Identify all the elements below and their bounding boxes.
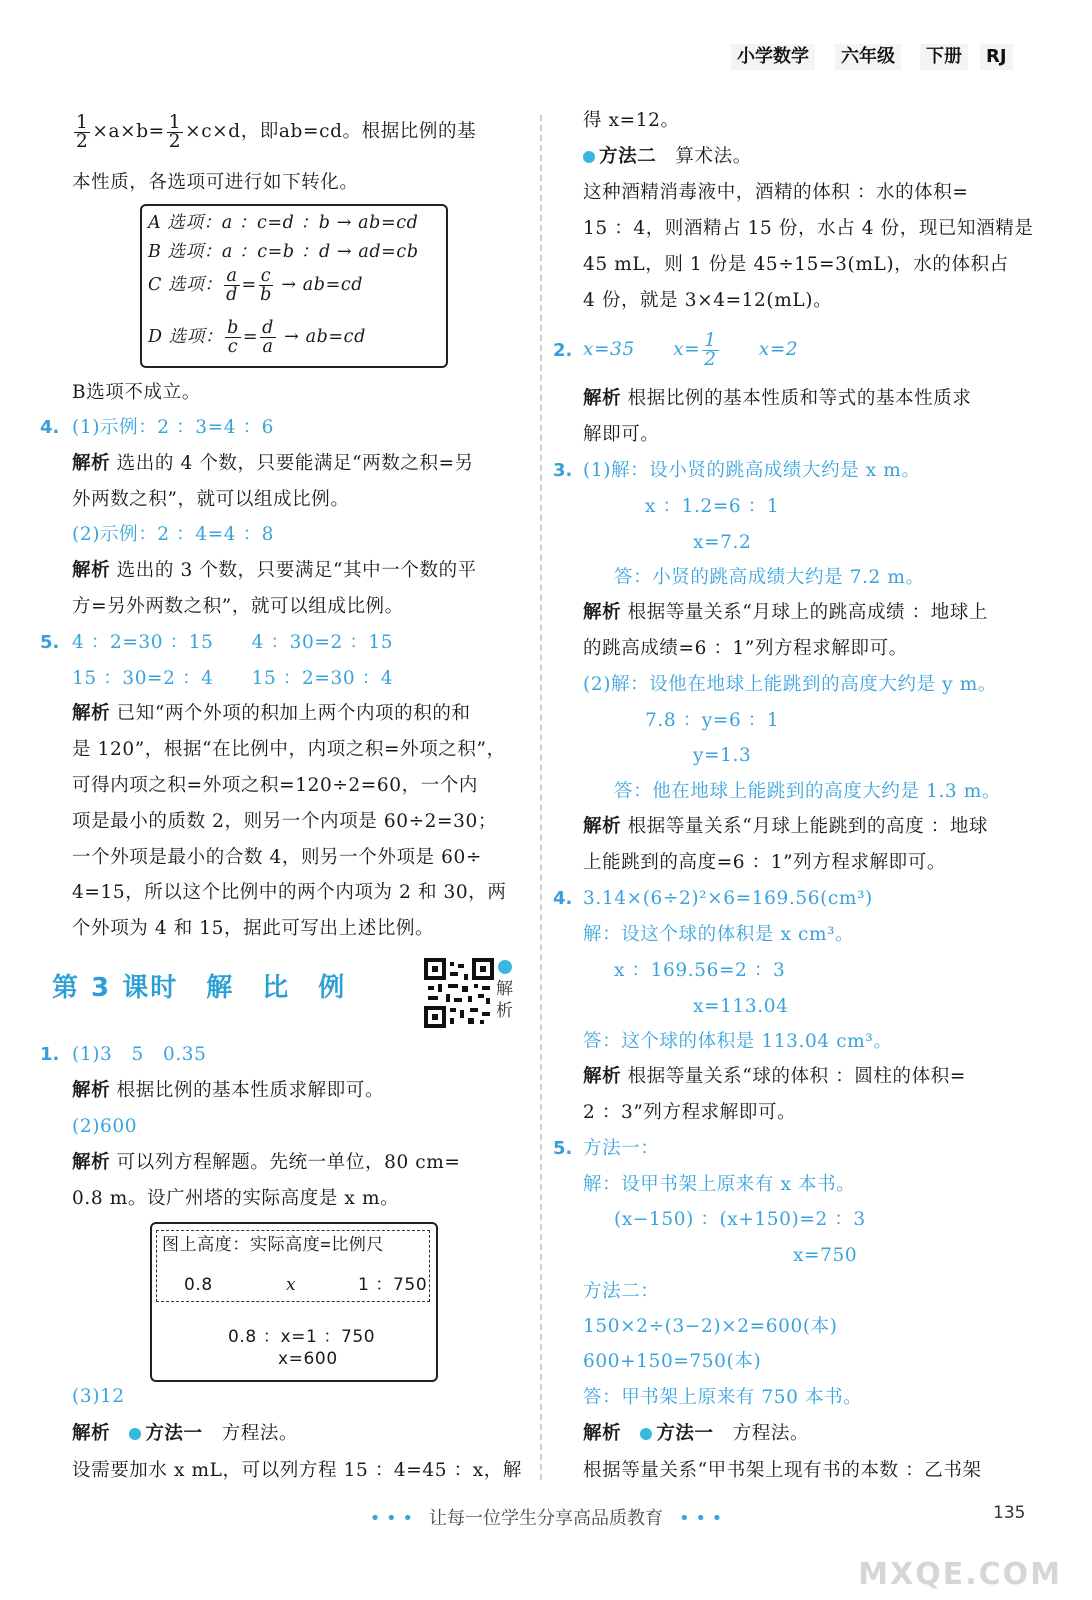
right-line-24: 2 ：3”列方程求解即可。	[583, 1102, 797, 1123]
r-q3-line-5: (2)解：设他在地球上能跳到的高度大约是 y m。	[583, 674, 997, 695]
bulb-icon	[129, 1428, 141, 1440]
right-method-2: 方法二 算术法。	[583, 144, 752, 170]
left-line-7: 方=另外两数之积”，就可以组成比例。	[72, 596, 404, 617]
scale-box-eq2: x=600	[278, 1349, 338, 1369]
scale-box-a: 0.8	[184, 1275, 213, 1295]
left-line-13: 一个外项是最小的合数 4，则另一个外项是 60÷	[72, 847, 482, 868]
left-line-5: 外两数之积”，就可以组成比例。	[72, 489, 350, 510]
scale-box-b: x	[286, 1275, 297, 1295]
r-q4-line-4: x=113.04	[693, 996, 789, 1017]
lesson-q1-answer-2: (2)600	[72, 1116, 138, 1137]
option-a: A 选项：a ：c=d ：b → ab=cd	[148, 213, 419, 233]
r-q5-number: 5.	[553, 1138, 573, 1159]
option-d: D 选项： $\frac{b}{c}$ = $\frac{d}{a}$ → ab=cd	[148, 318, 366, 357]
r-q2-analysis: 解析 根据比例的基本性质和等式的基本性质求	[583, 388, 972, 409]
right-line-6: 4 份，就是 3×4=12(mL)。	[583, 290, 833, 311]
lesson-q1-analysis-2: 解析 可以列方程解题。先统一单位，80 cm=	[72, 1152, 461, 1173]
r-q4-line-3: x ：169.56=2 ：3	[614, 960, 786, 981]
bulb-icon-3	[640, 1428, 652, 1440]
lesson-q1-analysis-1: 解析 根据比例的基本性质求解即可。	[72, 1080, 385, 1101]
r-q3-line-3: x=7.2	[693, 532, 752, 553]
r-q5-line-5: 方法二：	[583, 1281, 660, 1302]
column-divider	[540, 115, 542, 1480]
right-line-4: 15 ：4，则酒精占 15 份，水占 4 份，现已知酒精是	[583, 218, 1034, 239]
r-q5-line-8: 答：甲书架上原来有 750 本书。	[583, 1387, 863, 1408]
scale-box-c: 1 ：750	[358, 1275, 428, 1295]
header-grade: 六年级	[835, 44, 901, 70]
play-icon[interactable]	[498, 960, 512, 974]
q5-number: 5.	[40, 632, 60, 653]
r-q5-line-2: 解：设甲书架上原来有 x 本书。	[583, 1174, 856, 1195]
left-line-20: 设需要加水 x mL，可以列方程 15 ：4=45 ：x，解	[72, 1460, 522, 1481]
scale-box-title: 图上高度：实际高度=比例尺	[162, 1235, 385, 1255]
r-q3-number: 3.	[553, 460, 573, 481]
fraction-half-2: $\frac{1}{2}$	[168, 111, 182, 152]
left-line-1: $\frac{1}{2}$ ×a×b= $\frac{1}{2}$ ×c×d，即ab=cd。根据比例的基	[76, 111, 477, 152]
right-line-13: 的跳高成绩=6 ：1”列方程求解即可。	[583, 638, 908, 659]
q5-analysis: 解析 已知“两个外项的积加上两个内项的积的和	[72, 703, 471, 724]
r-q2-number: 2.	[553, 340, 573, 361]
right-line-3: 这种酒精消毒液中，酒精的体积 ：水的体积=	[583, 182, 969, 203]
r-q3-analysis-1: 解析 根据等量关系“月球上的跳高成绩 ：地球上	[583, 602, 989, 623]
lesson-q1-analysis-3: 解析 方法一 方程法。	[72, 1423, 299, 1444]
r-q3-line-7: y=1.3	[693, 745, 752, 766]
r-q3-line-8: 答：他在地球上能跳到的高度大约是 1.3 m。	[614, 781, 1002, 802]
header-subject: 小学数学	[731, 44, 815, 70]
left-line-10: 是 120”，根据“在比例中，内项之积=外项之积”，	[72, 739, 506, 760]
section-title: 第 3 课时 解 比 例	[52, 973, 347, 1003]
header-volume: 下册	[920, 44, 968, 70]
left-line-11: 可得内项之积=外项之积=120÷2=60，一个内	[72, 775, 479, 796]
r-q5-line-4: x=750	[793, 1245, 858, 1266]
right-line-8: 解即可。	[583, 424, 660, 445]
left-line-2: 本性质，各选项可进行如下转化。	[72, 172, 359, 193]
fraction-half: $\frac{1}{2}$	[76, 111, 89, 152]
r-q4-line-2: 解：设这个球的体积是 x cm³。	[583, 924, 855, 945]
option-b: B 选项：a ：c=b ：d → ad=cb	[148, 242, 419, 262]
q4-number: 4.	[40, 417, 60, 438]
r-q3-analysis-2: 解析 根据等量关系“月球上能跳到的高度 ：地球	[583, 816, 989, 837]
page-number: 135	[993, 1503, 1026, 1523]
q4-analysis-1: 解析 选出的 4 个数，只要能满足“两数之积=另	[72, 453, 474, 474]
watermark: MXQE.COM	[858, 1557, 1062, 1592]
right-line-1: 得 x=12。	[583, 110, 680, 131]
options-box	[140, 204, 448, 368]
analysis-side-label: 解析	[496, 979, 513, 1021]
r-q4-line-1: 3.14×(6÷2)²×6=169.56(cm³)	[583, 888, 873, 909]
qr-code-icon[interactable]	[424, 958, 494, 1028]
r-q5-analysis: 解析 方法一 方程法。	[583, 1423, 810, 1444]
lesson-q1-answer-3: (3)12	[72, 1386, 125, 1407]
right-line-33: 根据等量关系“甲书架上现有书的本数 ：乙书架	[583, 1460, 982, 1481]
footer-slogan: • • • 让每一位学生分享高品质教育 • • •	[369, 1508, 723, 1529]
lesson-q1-answer-1: (1)3 5 0.35	[72, 1044, 207, 1065]
left-line-18: 0.8 m。设广州塔的实际高度是 x m。	[72, 1188, 400, 1209]
r-q3-line-1: (1)解：设小贤的跳高成绩大约是 x m。	[583, 460, 921, 481]
scale-box-eq1: 0.8 ：x=1 ：750	[228, 1327, 376, 1347]
bulb-icon-2	[583, 151, 595, 163]
left-line-15: 个外项为 4 和 15，据此可写出上述比例。	[72, 918, 435, 939]
q4-answer-1: (1)示例：2 ：3=4 ：6	[72, 417, 275, 438]
right-line-18: 上能跳到的高度=6 ：1”列方程求解即可。	[583, 852, 946, 873]
r-q4-line-5: 答：这个球的体积是 113.04 cm³。	[583, 1031, 893, 1052]
left-line-3: B选项不成立。	[72, 382, 201, 403]
r-q4-analysis: 解析 根据等量关系“球的体积 ：圆柱的体积=	[583, 1066, 966, 1087]
q4-answer-2: (2)示例：2 ：4=4 ：8	[72, 524, 275, 545]
r-q5-line-6: 150×2÷(3−2)×2=600(本)	[583, 1316, 838, 1337]
q4-analysis-2: 解析 选出的 3 个数，只要满足“其中一个数的平	[72, 560, 477, 581]
r-q5-line-1: 方法一：	[583, 1138, 660, 1159]
scale-box	[150, 1222, 438, 1382]
r-q5-line-7: 600+150=750(本)	[583, 1351, 762, 1372]
right-line-5: 45 mL，则 1 份是 45÷15=3(mL)，水的体积占	[583, 254, 1009, 275]
header-edition: RJ	[980, 44, 1013, 70]
r-q3-line-2: x ：1.2=6 ：1	[645, 496, 780, 517]
r-q3-line-4: 答：小贤的跳高成绩大约是 7.2 m。	[614, 567, 925, 588]
q5-answer-2: 15 ：30=2 ：4 15 ：2=30 ：4	[72, 668, 394, 689]
r-q4-number: 4.	[553, 888, 573, 909]
r-q5-line-3: (x−150) ：(x+150)=2 ：3	[614, 1209, 866, 1230]
r-q3-line-6: 7.8 ：y=6 ：1	[645, 710, 780, 731]
r-q2-answer: x=35 x= $\frac{1}{2}$ x=2	[583, 329, 799, 370]
option-c: C 选项： $\frac{a}{d}$ = $\frac{c}{b}$ → ab=cd	[148, 266, 364, 305]
left-line-12: 项是最小的质数 2，则另一个内项是 60÷2=30；	[72, 811, 497, 832]
lesson-q1-number: 1.	[40, 1044, 60, 1065]
q5-answer-1: 4 ：2=30 ：15 4 ：30=2 ：15	[72, 632, 394, 653]
left-line-14: 4=15，所以这个比例中的两个内项为 2 和 30，两	[72, 882, 507, 903]
